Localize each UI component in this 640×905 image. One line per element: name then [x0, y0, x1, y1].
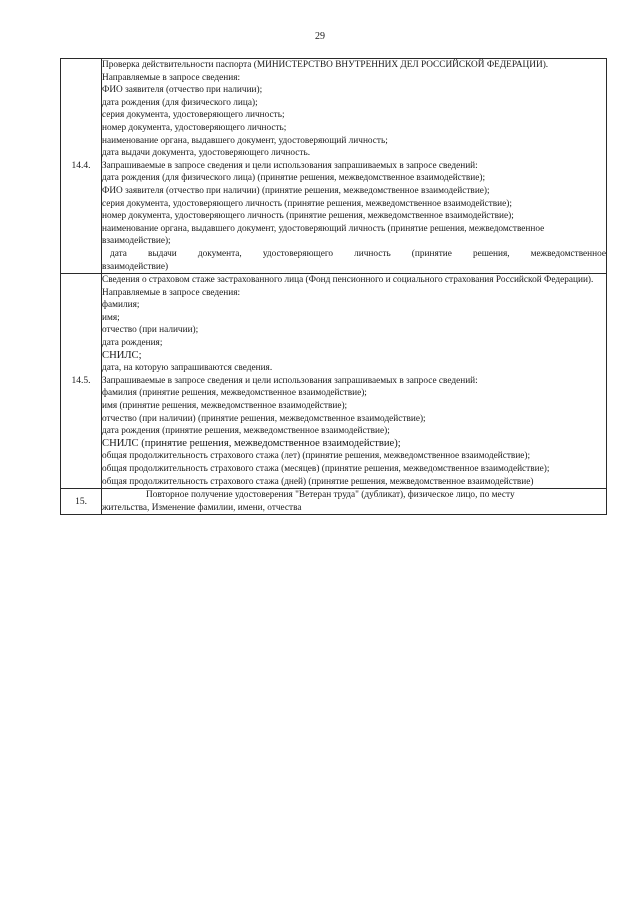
- text-line: СНИЛС (принятие решения, межведомственное взаимодействие);: [102, 437, 401, 449]
- text-line: дата рождения;: [102, 338, 163, 349]
- text-line: Сведения о страховом стаже застрахованного лица (Фонд пенсионного и социального страхования Российской Федерации).: [102, 275, 594, 286]
- text-line: наименование органа, выдавшего документ, удостоверяющий личность;: [102, 135, 388, 146]
- text-line: фамилия (принятие решения, межведомственное взаимодействие);: [102, 388, 367, 399]
- text-line: взаимодействие): [102, 261, 169, 272]
- text-line: имя (принятие решения, межведомственное взаимодействие);: [102, 401, 348, 412]
- text-line: общая продолжительность страхового стажа (лет) (принятие решения, межведомственное взаимодействие);: [102, 451, 531, 462]
- text-line: серия документа, удостоверяющего личность;: [102, 110, 285, 121]
- text-line: номер документа, удостоверяющего личность;: [102, 122, 287, 133]
- text-line: Запрашиваемые в запросе сведения и цели использования запрашиваемых в запросе сведений:: [102, 160, 478, 171]
- text-line: Повторное получение удостоверения "Ветеран труда" (дубликат), физическое лицо, по месту: [146, 490, 515, 501]
- text-line: дата выдачи документа, удостоверяющего личность.: [102, 148, 311, 159]
- text-line: Проверка действительности паспорта (МИНИСТЕРСТВО ВНУТРЕННИХ ДЕЛ РОССИЙСКОЙ ФЕДЕРАЦИИ).: [102, 60, 549, 70]
- text-line: дата рождения (принятие решения, межведомственное взаимодействие);: [102, 426, 390, 437]
- requests-table: [60, 58, 607, 515]
- text-line: дата выдачи документа, удостоверяющего личность (принятие решения, межведомственное: [110, 248, 606, 259]
- table-row: [61, 274, 607, 489]
- page-number: 29: [315, 31, 325, 42]
- text-line: жительства, Изменение фамилии, имени, отчества: [102, 502, 302, 513]
- text-line: отчество (при наличии) (принятие решения, межведомственное взаимодействие);: [102, 413, 426, 424]
- text-line: серия документа, удостоверяющего личность (принятие решения, межведомственное взаимодействие);: [102, 198, 512, 209]
- table-row: [61, 59, 607, 274]
- text-line: Направляемые в запросе сведения:: [102, 72, 241, 83]
- text-line: СНИЛС;: [102, 349, 142, 361]
- row-number: 14.4.: [61, 59, 102, 274]
- row-content: [102, 274, 607, 489]
- text-line: номер документа, удостоверяющего личность (принятие решения, межведомственное взаимодействие);: [102, 211, 514, 222]
- text-line: общая продолжительность страхового стажа (дней) (принятие решения, межведомственное взаимодействие): [102, 476, 534, 487]
- text-line: фамилия;: [102, 300, 140, 311]
- text-line: Запрашиваемые в запросе сведения и цели использования запрашиваемых в запросе сведений:: [102, 375, 478, 386]
- text-line: дата рождения (для физического лица) (принятие решения, межведомственное взаимодействие);: [102, 173, 486, 184]
- text-line: имя;: [102, 312, 120, 323]
- text-line: ФИО заявителя (отчество при наличии);: [102, 85, 263, 96]
- text-line: наименование органа, выдавшего документ, удостоверяющий личность (принятие решения, межведомственное взаимодействие);: [102, 223, 545, 247]
- text-line: дата рождения (для физического лица);: [102, 97, 258, 108]
- row-content: [102, 489, 607, 515]
- text-line: Направляемые в запросе сведения:: [102, 287, 241, 298]
- table-row: [61, 489, 607, 515]
- row-number: 14.5.: [61, 274, 102, 489]
- text-line: общая продолжительность страхового стажа (месяцев) (принятие решения, межведомственное взаимодействие);: [102, 464, 550, 474]
- row-content: [102, 59, 607, 274]
- row-number: 15.: [61, 489, 102, 515]
- text-line: отчество (при наличии);: [102, 325, 199, 336]
- text-line: ФИО заявителя (отчество при наличии) (принятие решения, межведомственное взаимодействие);: [102, 185, 490, 196]
- text-line: дата, на которую запрашиваются сведения.: [102, 363, 273, 374]
